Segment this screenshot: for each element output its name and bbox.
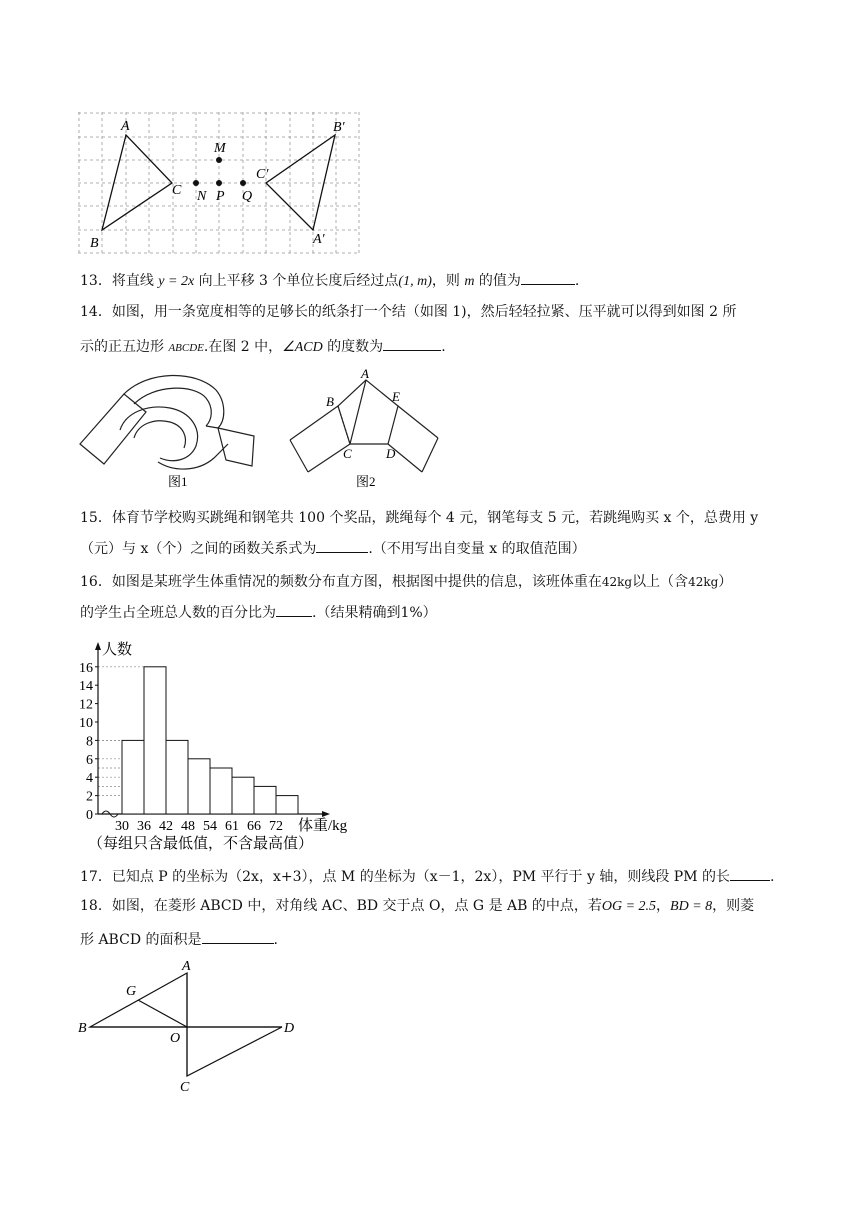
y-tick-label: 16 — [79, 660, 93, 676]
x-tick-label: 61 — [225, 819, 239, 834]
answer-blank[interactable] — [521, 270, 575, 285]
question-number: 15． — [80, 510, 112, 526]
q13-text-3: ，则 — [431, 273, 465, 289]
x-tick-label: 72 — [269, 819, 283, 834]
histogram-bar — [122, 740, 144, 814]
q14-text-c: 的度数为 — [322, 339, 384, 355]
q15-line-2b: .（不用写出自变量 x 的取值范围） — [368, 541, 586, 557]
x-tick-label: 42 — [159, 819, 173, 834]
q14-text-b: .在图 2 中， — [203, 339, 283, 355]
point-coords: (1, m) — [398, 274, 432, 289]
label-b-prime: B′ — [333, 120, 345, 135]
y-tick-label: 8 — [86, 734, 93, 750]
x-axis-arrow — [322, 811, 330, 817]
q14-text-d: . — [441, 339, 446, 355]
weight-histogram — [76, 638, 366, 852]
knot-figure-1 — [78, 368, 256, 490]
x-axis-label: 体重/kg — [298, 818, 348, 834]
fig2-label-d: D — [386, 446, 396, 461]
question-17 — [80, 866, 790, 887]
grid-triangles-figure — [78, 112, 362, 256]
q18-text-1a: 如图，在菱形 ABCD 中，对角线 AC、BD 交于点 O，点 G 是 AB 的中点，若 — [111, 898, 602, 914]
x-tick-label: 36 — [137, 819, 151, 834]
x-tick-label: 30 — [115, 819, 129, 834]
y-tick-label: 12 — [79, 697, 93, 713]
q16-text-2b: .（结果精确到 — [312, 605, 401, 621]
answer-blank[interactable] — [730, 866, 770, 881]
q17-text: 已知点 P 的坐标为（2x，x+3），点 M 的坐标为（x－1，2x），PM 平行于 y 轴，则线段 PM 的长 — [111, 869, 730, 885]
q16-text-1c: ） — [718, 574, 733, 590]
label-b: B — [90, 236, 99, 251]
q17-end: . — [770, 869, 775, 885]
x-tick-label: 48 — [181, 819, 195, 834]
rhombus-label-g: G — [126, 984, 137, 999]
histogram-bar — [210, 768, 232, 814]
question-18 — [80, 896, 790, 950]
question-14 — [80, 302, 780, 358]
y-tick-label: 0 — [86, 808, 93, 823]
rhombus-label-b: B — [78, 1021, 87, 1036]
histogram-bar — [254, 786, 276, 814]
histogram-bar — [144, 667, 166, 814]
answer-blank[interactable] — [202, 929, 274, 944]
og-value: OG = 2.5 — [601, 899, 657, 914]
label-a: A — [121, 119, 130, 134]
bd-value: BD = 8 — [670, 899, 713, 914]
q13-text-4: 的值为 — [474, 273, 521, 289]
question-number: 13． — [80, 273, 112, 289]
rhombus-label-c: C — [180, 1080, 190, 1092]
q18-text-2a: 形 ABCD 的面积是 — [80, 932, 202, 948]
rhombus-label-a: A — [182, 959, 191, 974]
label-c-prime: C′ — [256, 167, 269, 182]
q18-text-2b: . — [273, 932, 278, 948]
answer-blank[interactable] — [316, 538, 368, 553]
triangle-abc — [102, 135, 172, 230]
fig2-label-b: B — [326, 394, 334, 409]
y-tick-label: 2 — [86, 789, 93, 805]
y-tick-label: 10 — [79, 716, 93, 731]
histogram-bar — [232, 777, 254, 814]
rhombus-figure — [76, 958, 302, 1092]
q16-text-1a: 如图是某班学生体重情况的频数分布直方图，根据图中提供的信息，该班体重在 — [111, 574, 602, 590]
question-number: 16． — [80, 574, 112, 590]
y-tick-label: 6 — [86, 752, 93, 768]
rhombus-label-o: O — [170, 1031, 181, 1046]
weight-42kg: 42kg — [601, 575, 633, 589]
rhombus-label-d: D — [284, 1021, 295, 1036]
fig2-label-a: A — [361, 368, 369, 381]
q14-line-1: 如图，用一条宽度相等的足够长的纸条打一个结（如图 1)，然后轻轻拉紧、压平就可以得到如图 2 所 — [111, 304, 737, 320]
y-axis-arrow — [95, 642, 101, 650]
q16-text-1b: 以上（含 — [632, 574, 689, 590]
q18-text-1b: ，则菱 — [712, 898, 755, 914]
answer-blank[interactable] — [383, 336, 441, 351]
question-number: 14． — [80, 304, 112, 320]
question-16 — [80, 572, 780, 623]
label-m: M — [214, 141, 226, 156]
label-p: P — [216, 189, 225, 204]
polygon-name: ABCDE — [168, 342, 204, 354]
fig1-caption: 图1 — [168, 474, 188, 489]
angle-acd: ∠ACD — [282, 340, 323, 355]
histogram-bar — [166, 740, 188, 814]
q18-sep: ， — [656, 898, 671, 914]
question-15 — [80, 508, 780, 559]
triangle-a-b-c-prime — [266, 135, 335, 230]
y-tick-label: 4 — [86, 771, 93, 787]
fig2-label-e: E — [392, 389, 400, 404]
fig2-caption: 图2 — [356, 474, 376, 489]
question-number: 18． — [80, 898, 112, 914]
y-axis-label: 人数 — [102, 642, 133, 658]
q16-text-2a: 的学生占全班总人数的百分比为 — [80, 605, 276, 621]
histogram-bar — [188, 759, 210, 814]
q13-text-1: 将直线 — [111, 273, 159, 289]
weight-42kg-2: 42kg — [688, 575, 719, 589]
fig2-label-c: C — [343, 446, 352, 461]
label-q: Q — [242, 189, 253, 204]
label-a-prime: A′ — [313, 232, 325, 247]
answer-blank[interactable] — [276, 602, 312, 617]
q13-text-5: . — [574, 273, 580, 289]
chart-note: （每组只含最低值，不含最高值） — [88, 836, 314, 852]
pentagon-figure-2 — [288, 368, 440, 492]
precision-percent: 1% — [400, 605, 423, 621]
x-tick-label: 66 — [247, 819, 261, 834]
q16-text-2c: ） — [422, 605, 437, 621]
label-c: C — [172, 183, 182, 198]
q14-text-a: 示的正五边形 — [80, 339, 169, 355]
histogram-bar — [276, 796, 298, 814]
line-equation: y = 2x — [158, 274, 195, 289]
q15-line-1: 体育节学校购买跳绳和钢笔共 100 个奖品，跳绳每个 4 元，钢笔每支 5 元，若跳绳购买 x 个，总费用 y — [111, 510, 759, 526]
question-number: 17． — [80, 869, 112, 885]
q15-line-2a: （元）与 x（个）之间的函数关系式为 — [80, 541, 317, 557]
question-13 — [80, 270, 780, 292]
label-n: N — [197, 189, 207, 204]
q13-text-2: 向上平移 3 个单位长度后经过点 — [194, 273, 399, 289]
variable-m: m — [464, 274, 475, 289]
y-tick-label: 14 — [79, 679, 93, 695]
x-tick-label: 54 — [203, 819, 217, 834]
